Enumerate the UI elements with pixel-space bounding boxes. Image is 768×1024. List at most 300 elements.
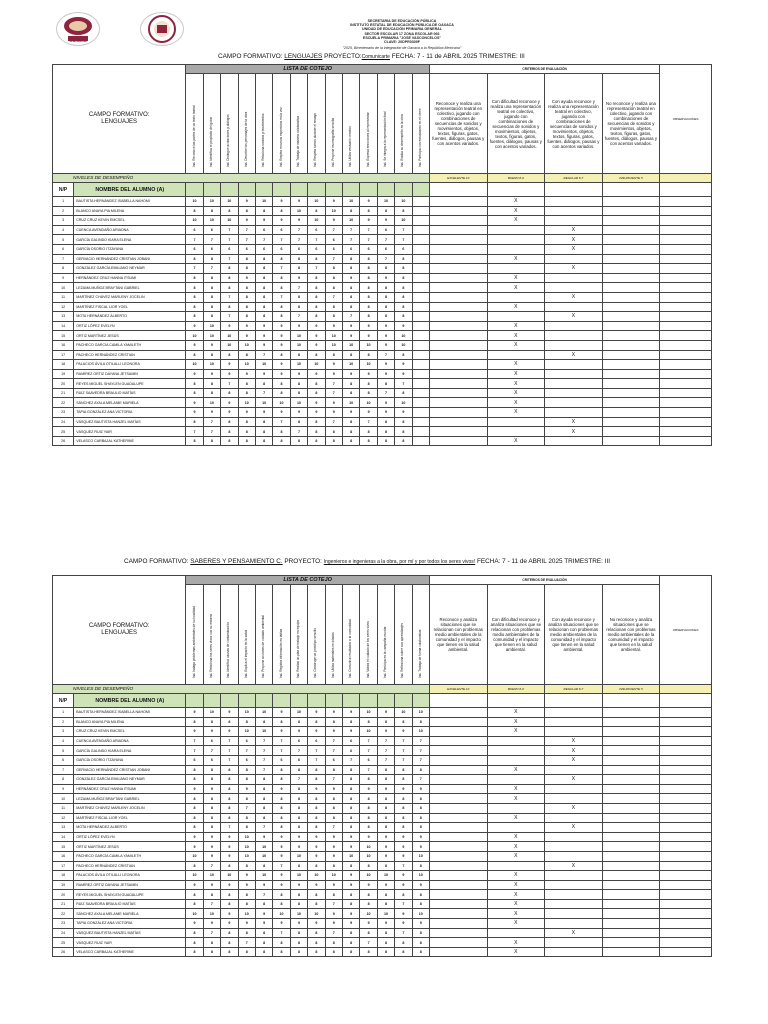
student-name: GARCÍA GALINDO KIARA ELENA (74, 746, 186, 756)
score-cell: 9 (377, 919, 394, 929)
score-cell: 6 (377, 244, 394, 254)
score-cell: 10 (308, 216, 325, 226)
observation-cell (660, 851, 712, 861)
criterion-mark-cell (487, 928, 545, 938)
student-name: VELASCO CARBAJAL KATHERINE (74, 436, 186, 446)
score-cell: 8 (325, 436, 342, 446)
criterion-mark-cell: X (545, 225, 603, 235)
student-number: 3 (53, 216, 74, 226)
score-cell: 9 (325, 784, 342, 794)
criterion-mark-cell (429, 813, 487, 823)
score-cell: 10 (238, 851, 255, 861)
student-number: 8 (53, 775, 74, 785)
student-number: 25 (53, 938, 74, 948)
score-cell: 10 (273, 909, 290, 919)
score-cell: 6 (290, 244, 307, 254)
student-number: 11 (53, 803, 74, 813)
score-cell: 9 (308, 369, 325, 379)
score-cell: 8 (325, 273, 342, 283)
score-cell: 8 (203, 312, 220, 322)
score-cell: 10 (203, 197, 220, 207)
score-cell: 7 (290, 225, 307, 235)
score-cell: 8 (273, 436, 290, 446)
score-cell: 10 (395, 708, 412, 718)
criterion-mark-cell (545, 842, 603, 852)
score-cell: 8 (238, 283, 255, 293)
student-row (53, 379, 712, 389)
score-cell: 8 (203, 350, 220, 360)
indicator-header (203, 585, 220, 685)
criterion-mark-cell (602, 909, 660, 919)
criterion-mark-cell (545, 206, 603, 216)
criterion-mark-cell (545, 708, 603, 718)
score-cell: 8 (377, 302, 394, 312)
score-cell: 8 (221, 765, 238, 775)
indicator-text: Ind. Propone acciones de cuidado ambiental (261, 615, 266, 679)
score-cell: 9 (255, 909, 272, 919)
score-cell: 9 (360, 216, 377, 226)
score-cell: 7 (412, 775, 429, 785)
score-cell: 9 (273, 321, 290, 331)
indicator-header (395, 585, 412, 685)
score-cell (412, 216, 429, 226)
score-cell: 9 (290, 880, 307, 890)
student-name: MARTÍNEZ CHÁVEZ MARLENY JOCELIN (74, 292, 186, 302)
score-cell: 6 (203, 244, 220, 254)
score-cell: 8 (255, 273, 272, 283)
student-row (53, 765, 712, 775)
criterion-mark-cell (429, 388, 487, 398)
score-cell: 8 (360, 379, 377, 389)
criteria-header-cell (429, 694, 487, 708)
score-cell: 9 (186, 340, 203, 350)
score-cell: 7 (221, 312, 238, 322)
score-cell: 8 (221, 717, 238, 727)
observation-cell (660, 784, 712, 794)
student-number: 26 (53, 436, 74, 446)
header-motto: "2025, Bicentenario de la integración de Oaxaca a la República Mexicana" (342, 46, 462, 51)
score-cell: 8 (412, 794, 429, 804)
score-cell: 8 (186, 899, 203, 909)
criterion-mark-cell (429, 823, 487, 833)
score-cell: 8 (290, 717, 307, 727)
score-cell: 9 (290, 832, 307, 842)
student-number: 4 (53, 225, 74, 235)
student-number: 21 (53, 899, 74, 909)
observation-cell (660, 803, 712, 813)
score-cell: 9 (395, 842, 412, 852)
score-cell: 7 (203, 746, 220, 756)
indicator-text: Ind. Reconoce las partes de un texto teatral (191, 105, 196, 168)
score-cell: 7 (255, 350, 272, 360)
student-name: LEZAMA MUÑOZ BRAYTANI GABRIEL (74, 794, 186, 804)
score-cell: 8 (186, 775, 203, 785)
score-header-cell (360, 183, 377, 197)
criterion-text: Reconoce y realiza una representación teatral en colectivo, jugando con combinaciones de secuencias de sonidos y movimientos, objetos, textos, figuras, gatos, fuentes, diálogos, pausas y con acentos variados. (429, 74, 487, 174)
score-cell: 10 (238, 909, 255, 919)
criterion-mark-cell: X (545, 312, 603, 322)
criteria-header-cell (602, 183, 660, 197)
score-cell: 9 (186, 727, 203, 737)
state-logo-text: OAXACA (69, 38, 87, 43)
score-cell: 7 (255, 736, 272, 746)
student-number: 5 (53, 746, 74, 756)
criterion-mark-cell (429, 708, 487, 718)
student-row (53, 842, 712, 852)
student-name: BLANCO ANAYA PIA MILENA (74, 717, 186, 727)
student-number: 4 (53, 736, 74, 746)
criterion-mark-cell: X (487, 794, 545, 804)
criterion-mark-cell (545, 321, 603, 331)
criterion-mark-cell (545, 254, 603, 264)
student-number: 19 (53, 369, 74, 379)
score-cell: 10 (255, 708, 272, 718)
score-cell: 10 (325, 340, 342, 350)
criterion-mark-cell (429, 871, 487, 881)
score-cell: 8 (186, 928, 203, 938)
criterion-mark-cell (545, 890, 603, 900)
score-cell: 8 (308, 273, 325, 283)
score-cell: 9 (273, 842, 290, 852)
criterion-mark-cell (487, 292, 545, 302)
score-cell: 8 (238, 302, 255, 312)
score-cell: 7 (273, 736, 290, 746)
score-cell: 8 (238, 861, 255, 871)
checklist-table-2 (52, 575, 712, 957)
criterion-mark-cell (429, 736, 487, 746)
score-cell: 9 (412, 842, 429, 852)
score-cell: 6 (325, 755, 342, 765)
indicator-text: Ind. Reflexiona sobre sus aprendizajes (400, 623, 405, 679)
score-cell: 8 (255, 283, 272, 293)
observation-cell (660, 871, 712, 881)
student-row (53, 813, 712, 823)
criterion-mark-cell (545, 369, 603, 379)
indicator-header (325, 74, 342, 174)
score-cell: 9 (325, 398, 342, 408)
score-cell: 9 (238, 321, 255, 331)
score-cell: 9 (238, 880, 255, 890)
score-cell: 8 (395, 823, 412, 833)
score-cell: 7 (273, 861, 290, 871)
score-cell: 10 (238, 360, 255, 370)
score-cell: 6 (255, 244, 272, 254)
score-cell: 10 (221, 216, 238, 226)
score-cell: 8 (186, 283, 203, 293)
campo-label: CAMPO FORMATIVO: (88, 112, 150, 118)
indicator-text: Ind. Expresa emociones al representar (365, 112, 370, 168)
score-cell: 8 (203, 938, 220, 948)
criterion-mark-cell (429, 794, 487, 804)
score-cell: 9 (360, 321, 377, 331)
student-name: MARTÍNEZ FISCAL LIOR YOEL (74, 813, 186, 823)
score-cell: 6 (290, 736, 307, 746)
score-cell: 9 (238, 216, 255, 226)
level-label: BUENO 8-9 (487, 685, 545, 694)
score-cell: 9 (377, 784, 394, 794)
score-cell: 8 (360, 206, 377, 216)
np-header: N/P (53, 694, 74, 708)
score-cell: 9 (273, 369, 290, 379)
criterion-mark-cell (429, 225, 487, 235)
indicator-header (412, 585, 429, 685)
student-name: RUIZ SAAVEDRA BRAULIO MATÍAS (74, 388, 186, 398)
student-number: 17 (53, 861, 74, 871)
score-cell: 8 (395, 292, 412, 302)
score-cell: 9 (238, 408, 255, 418)
niveles-obs-cell (660, 174, 712, 183)
criterion-mark-cell (545, 947, 603, 957)
level-label: REGULAR 6-7 (545, 174, 603, 183)
score-cell: 10 (377, 871, 394, 881)
score-cell: 9 (377, 398, 394, 408)
score-cell: 8 (290, 823, 307, 833)
criterion-mark-cell: X (545, 775, 603, 785)
score-cell: 8 (360, 890, 377, 900)
indicator-text: Ind. Realiza un plan de trabajo en equipo (296, 620, 301, 679)
student-name-header: NOMBRE DEL ALUMNO (A) (74, 183, 186, 197)
student-row (53, 909, 712, 919)
score-cell: 8 (290, 417, 307, 427)
score-cell: 8 (238, 890, 255, 900)
score-cell: 7 (325, 736, 342, 746)
score-cell: 9 (308, 321, 325, 331)
criterion-mark-cell (602, 369, 660, 379)
score-cell: 6 (395, 244, 412, 254)
score-cell: 9 (308, 784, 325, 794)
criterion-mark-cell (602, 890, 660, 900)
observation-cell (660, 283, 712, 293)
student-name: GERVACIO HERNÁNDEZ CRISTIAN JOBANI (74, 765, 186, 775)
score-cell: 8 (203, 775, 220, 785)
score-cell: 8 (308, 283, 325, 293)
criterion-mark-cell (545, 302, 603, 312)
criterion-mark-cell (602, 254, 660, 264)
criteria-header-cell (429, 183, 487, 197)
score-cell: 6 (255, 225, 272, 235)
campo-cell (53, 576, 186, 685)
score-cell: 9 (395, 727, 412, 737)
score-cell: 7 (377, 350, 394, 360)
score-cell: 9 (395, 408, 412, 418)
score-cell: 7 (203, 235, 220, 245)
student-name: PACHECO HERNÁNDEZ CRISTIAN (74, 861, 186, 871)
criterion-mark-cell: X (545, 350, 603, 360)
score-cell: 9 (255, 321, 272, 331)
criterion-mark-cell (429, 340, 487, 350)
score-cell: 8 (377, 775, 394, 785)
score-header-cell (221, 694, 238, 708)
score-cell: 8 (342, 775, 359, 785)
score-cell: 9 (290, 369, 307, 379)
campo-cell (53, 65, 186, 174)
header-line: ESCUELA PRIMARIA "JOSÉ VASCONCELOS" (362, 35, 442, 40)
indicator-header (377, 585, 394, 685)
score-cell: 8 (308, 890, 325, 900)
criterion-mark-cell (429, 938, 487, 948)
score-cell (412, 360, 429, 370)
student-row (53, 197, 712, 207)
score-cell: 8 (342, 765, 359, 775)
score-cell: 8 (377, 312, 394, 322)
score-cell: 8 (290, 254, 307, 264)
student-row (53, 928, 712, 938)
student-row (53, 890, 712, 900)
indicator-text: Ind. Indaga problemas ambientales de su localidad (191, 606, 196, 679)
score-cell: 8 (255, 264, 272, 274)
title-campo: LENGUAJES (284, 53, 323, 60)
student-number: 9 (53, 273, 74, 283)
np-header: N/P (53, 183, 74, 197)
score-cell: 9 (221, 832, 238, 842)
criterion-mark-cell: X (487, 273, 545, 283)
criterion-mark-cell (429, 727, 487, 737)
score-cell: 9 (412, 880, 429, 890)
score-cell: 8 (377, 794, 394, 804)
score-cell: 9 (290, 197, 307, 207)
criterion-mark-cell: X (487, 331, 545, 341)
score-cell: 9 (255, 331, 272, 341)
score-cell: 8 (238, 206, 255, 216)
indicator-text: Ind. Se integra a la representación final (383, 111, 388, 168)
student-number: 16 (53, 340, 74, 350)
score-cell: 7 (255, 755, 272, 765)
student-name: GARCÍA OSORIO ITZAYANA (74, 755, 186, 765)
score-header-cell (203, 694, 220, 708)
score-cell: 7 (395, 928, 412, 938)
score-cell: 8 (308, 302, 325, 312)
score-cell: 9 (325, 851, 342, 861)
score-cell: 8 (377, 264, 394, 274)
indicator-text: Ind. Evalúa su desempeño en la obra (400, 114, 405, 168)
score-cell: 6 (308, 736, 325, 746)
criterion-mark-cell (602, 206, 660, 216)
score-cell: 10 (203, 708, 220, 718)
score-cell: 9 (308, 727, 325, 737)
student-row (53, 216, 712, 226)
score-cell: 8 (360, 794, 377, 804)
criterion-mark-cell (487, 417, 545, 427)
score-cell: 8 (273, 254, 290, 264)
observation-cell (660, 823, 712, 833)
student-name: GONZÁLEZ GARCÍA EMILIANO NEYMAR (74, 264, 186, 274)
score-cell: 8 (290, 350, 307, 360)
criterion-mark-cell: X (545, 928, 603, 938)
score-cell: 8 (238, 899, 255, 909)
score-cell: 9 (186, 321, 203, 331)
score-cell: 9 (342, 708, 359, 718)
score-cell: 8 (203, 302, 220, 312)
score-cell: 10 (255, 197, 272, 207)
score-cell: 8 (412, 938, 429, 948)
score-cell: 10 (203, 331, 220, 341)
score-cell: 8 (412, 765, 429, 775)
criterion-mark-cell (487, 427, 545, 437)
observation-cell (660, 225, 712, 235)
score-cell: 10 (342, 851, 359, 861)
score-cell: 9 (325, 708, 342, 718)
score-cell: 6 (325, 244, 342, 254)
score-header-cell (255, 183, 272, 197)
score-cell: 7 (238, 746, 255, 756)
observation-cell (660, 360, 712, 370)
student-name: GONZÁLEZ GARCÍA EMILIANO NEYMAR (74, 775, 186, 785)
criterion-mark-cell (602, 235, 660, 245)
criterion-mark-cell (429, 312, 487, 322)
indicator-text: Ind. Utiliza materiales reciclados (330, 632, 335, 679)
observation-cell (660, 899, 712, 909)
criteria-header-cell (660, 694, 712, 708)
score-cell: 8 (290, 765, 307, 775)
score-cell: 8 (395, 765, 412, 775)
indicator-text: Ind. Trabaja de manera colaborativa (296, 116, 301, 168)
level-label: REGULAR 6-7 (545, 685, 603, 694)
score-cell: 10 (342, 216, 359, 226)
criterion-mark-cell: X (487, 302, 545, 312)
score-cell: 10 (255, 360, 272, 370)
criterion-mark-cell (602, 880, 660, 890)
header-line: SECTOR ESCOLAR 17 ZONA ESCOLAR 066 (364, 31, 440, 36)
score-cell: 8 (221, 436, 238, 446)
criterion-mark-cell: X (487, 206, 545, 216)
score-cell: 8 (273, 794, 290, 804)
score-cell: 8 (186, 206, 203, 216)
score-cell: 9 (308, 340, 325, 350)
score-cell: 8 (395, 794, 412, 804)
criterion-mark-cell (545, 216, 603, 226)
score-cell: 8 (342, 861, 359, 871)
score-cell: 10 (203, 871, 220, 881)
score-cell: 10 (203, 398, 220, 408)
score-cell: 8 (221, 417, 238, 427)
score-cell: 7 (221, 254, 238, 264)
score-cell: 10 (221, 340, 238, 350)
score-cell: 8 (203, 947, 220, 957)
score-cell: 9 (342, 832, 359, 842)
indicator-header (308, 74, 325, 174)
score-cell: 6 (203, 736, 220, 746)
score-cell: 9 (238, 369, 255, 379)
criterion-mark-cell: X (487, 369, 545, 379)
criterion-mark-cell (487, 755, 545, 765)
score-cell: 9 (273, 360, 290, 370)
criterion-mark-cell (545, 919, 603, 929)
score-cell: 6 (186, 225, 203, 235)
observation-cell (660, 264, 712, 274)
criterion-mark-cell (602, 784, 660, 794)
block1-title (218, 53, 525, 60)
criterion-mark-cell (545, 340, 603, 350)
student-number: 1 (53, 708, 74, 718)
score-cell: 6 (308, 225, 325, 235)
score-cell: 7 (221, 235, 238, 245)
score-cell: 10 (342, 360, 359, 370)
criterion-mark-cell (487, 225, 545, 235)
criterion-mark-cell: X (487, 851, 545, 861)
score-cell: 8 (238, 254, 255, 264)
score-cell: 9 (203, 919, 220, 929)
student-number: 14 (53, 832, 74, 842)
score-cell: 7 (290, 283, 307, 293)
criterion-mark-cell (602, 225, 660, 235)
student-number: 11 (53, 292, 74, 302)
score-cell: 6 (273, 225, 290, 235)
score-cell: 8 (325, 283, 342, 293)
score-cell: 6 (186, 755, 203, 765)
score-cell: 9 (290, 216, 307, 226)
score-cell: 8 (203, 254, 220, 264)
indicator-header (186, 585, 203, 685)
